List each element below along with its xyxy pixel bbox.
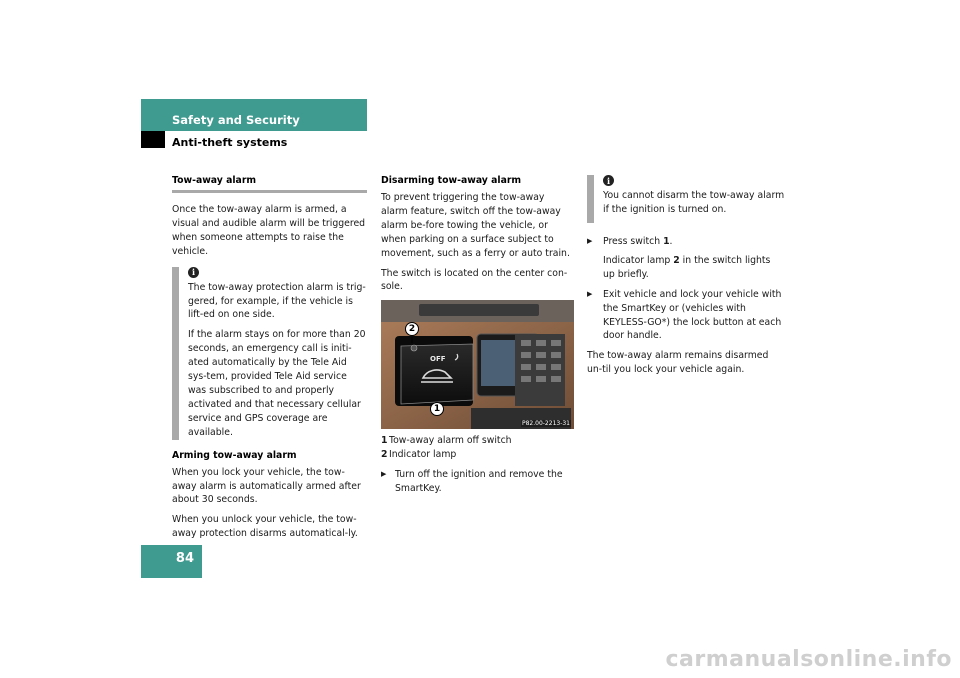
callout-1: 1 bbox=[430, 402, 444, 416]
info-note bbox=[172, 267, 367, 440]
detail-text: Indicator lamp bbox=[603, 254, 674, 266]
info-icon: i bbox=[603, 175, 614, 186]
step-ref-num: 1 bbox=[663, 236, 670, 247]
page-number: 84 bbox=[141, 545, 202, 578]
center-console-photo bbox=[381, 300, 574, 429]
footer-watermark[interactable]: carmanualsonline.info bbox=[665, 647, 952, 672]
legend-num: 2 bbox=[381, 448, 388, 460]
section-title: Safety and Security bbox=[172, 113, 300, 127]
off-switch-label: OFF bbox=[430, 355, 446, 363]
tow-away-heading: Tow-away alarm bbox=[172, 175, 257, 186]
step-press-switch bbox=[587, 235, 785, 249]
bullet-arrow-icon: ▶ bbox=[381, 469, 387, 478]
step-text-end: . bbox=[669, 236, 673, 247]
column-1 bbox=[172, 175, 367, 547]
arming-heading: Arming tow-away alarm bbox=[172, 449, 297, 461]
column-2 bbox=[381, 175, 574, 300]
legend-item-1 bbox=[381, 434, 574, 448]
legend-text: Indicator lamp bbox=[389, 448, 457, 460]
arming-paragraph-2: When you unlock your vehicle, the tow-away protection disarms automatical-ly. bbox=[172, 514, 358, 540]
note-paragraph-1: The tow-away protection alarm is trig-gered, for example, if the vehicle is lift-ed on one side. bbox=[188, 281, 366, 321]
disarming-paragraph-2: The switch is located on the center con-sole. bbox=[381, 267, 568, 293]
note-bar bbox=[587, 175, 594, 223]
column-3 bbox=[587, 175, 785, 383]
subsection-title: Anti-theft systems bbox=[172, 136, 288, 149]
bullet-arrow-icon: ▶ bbox=[587, 237, 593, 245]
disarming-heading: Disarming tow-away alarm bbox=[381, 175, 522, 186]
closing-paragraph: The tow-away alarm remains disarmed un-til you lock your vehicle again. bbox=[587, 350, 769, 376]
legend-num: 1 bbox=[381, 435, 388, 446]
legend-item-2 bbox=[381, 448, 574, 462]
arming-paragraph-1: When you lock your vehicle, the tow-away alarm is automatically armed after about 30 seconds. bbox=[172, 466, 361, 506]
detail-text-end: in the switch lights up briefly. bbox=[603, 254, 771, 280]
callout-2: 2 bbox=[405, 322, 419, 336]
step-exit-lock bbox=[587, 288, 785, 344]
note-paragraph-2: If the alarm stays on for more than 20 seconds, an emergency call is initi-ated automatically by the Tele Aid sys-tem, provided Tele Aid service was subscribed to and properly activated and that necessary cellular service and GPS coverage are available. bbox=[188, 329, 366, 438]
ignition-note-text: You cannot disarm the tow-away alarm if the ignition is turned on. bbox=[603, 190, 785, 215]
step-text: Exit vehicle and lock your vehicle with the SmartKey or (vehicles with KEYLESS-GO*) the lock button at each door handle. bbox=[603, 288, 782, 342]
legend-text: Tow-away alarm off switch bbox=[389, 435, 512, 446]
ignition-note bbox=[587, 175, 785, 223]
bullet-arrow-icon: ▶ bbox=[587, 289, 593, 298]
photo-code: P82.00-2213-31 bbox=[521, 420, 570, 427]
bullet-text: Turn off the ignition and remove the SmartKey. bbox=[395, 468, 563, 494]
photo-legend bbox=[381, 434, 574, 496]
info-icon: i bbox=[188, 267, 199, 278]
note-bar bbox=[172, 267, 179, 440]
detail-ref-num: 2 bbox=[673, 254, 680, 266]
step-text: Press switch bbox=[603, 236, 664, 247]
console-illustration bbox=[381, 300, 574, 429]
heading-rule bbox=[172, 190, 367, 193]
step-bullet-ignition bbox=[381, 468, 574, 496]
disarming-paragraph-1: To prevent triggering the tow-away alarm feature, switch off the tow-away alarm be-fore towing the vehicle, or when parking on a surface subject to movement, such as a ferry or auto train. bbox=[381, 192, 570, 259]
section-marker bbox=[141, 131, 165, 148]
intro-paragraph: Once the tow-away alarm is armed, a visual and audible alarm will be triggered when someone attempts to raise the vehicle. bbox=[172, 204, 366, 257]
step-press-switch-detail bbox=[587, 254, 785, 282]
